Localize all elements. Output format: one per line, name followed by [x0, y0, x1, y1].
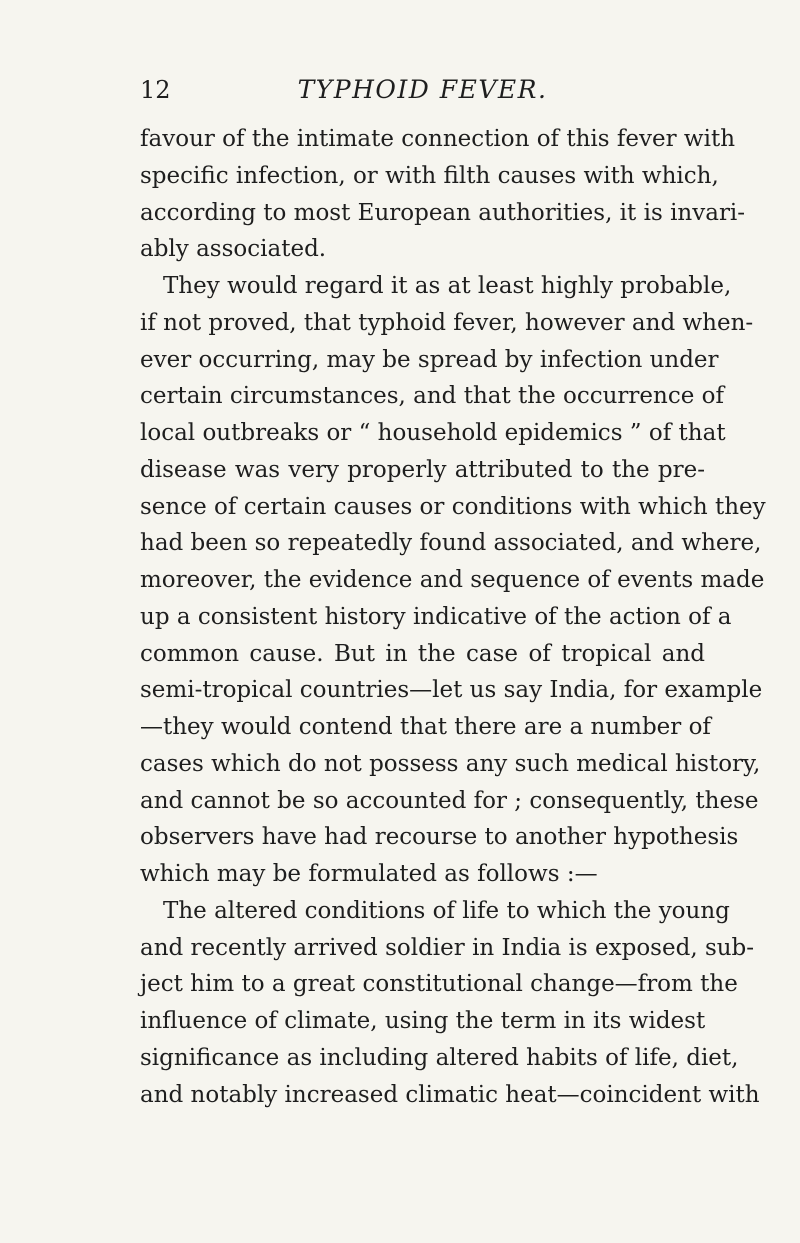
page-number: 12: [140, 76, 171, 104]
text-line: ably associated.: [140, 236, 327, 263]
text-line: sence of certain causes or conditions with which they: [140, 493, 766, 520]
body-text: [140, 121, 766, 1113]
text-line: moreover, the evidence and sequence of events made: [140, 567, 765, 593]
text-line: up a consistent history indicative of the action of a: [140, 603, 732, 630]
text-line: The altered conditions of life to which the young: [163, 897, 730, 924]
text-line: according to most European authorities, it is invari-: [140, 199, 746, 226]
page-header: [140, 72, 705, 108]
text-line: They would regard it as at least highly probable,: [163, 273, 732, 299]
text-line: influence of climate, using the term in its widest: [140, 1008, 706, 1034]
text-line: semi-tropical countries—let us say India, for example: [140, 677, 763, 704]
text-line: significance as including altered habits of life, diet,: [140, 1044, 739, 1071]
text-line: had been so repeatedly found associated, and where,: [140, 530, 762, 557]
text-line: —they would contend that there are a number of: [140, 714, 711, 740]
text-line: observers have had recourse to another hypothesis: [140, 824, 739, 851]
text-line: certain circumstances, and that the occurrence of: [140, 383, 725, 410]
text-line: favour of the intimate connection of this fever with: [140, 126, 736, 152]
running-title: TYPHOID FEVER.: [297, 75, 548, 104]
text-line: local outbreaks or “ household epidemics ” of that: [140, 420, 726, 446]
text-line: if not proved, that typhoid fever, however and when-: [140, 309, 754, 336]
text-line: which may be formulated as follows :—: [140, 861, 598, 887]
text-line: common cause. But in the case of tropical and: [140, 640, 705, 667]
text-line: and recently arrived soldier in India is exposed, sub-: [140, 934, 755, 961]
text-line: and notably increased climatic heat—coincident with: [140, 1081, 760, 1108]
text-line: specific infection, or with filth causes with which,: [140, 162, 719, 189]
text-line: cases which do not possess any such medical history,: [140, 750, 761, 777]
text-line: ever occurring, may be spread by infection under: [140, 346, 719, 373]
text-line: ject him to a great constitutional change—from the: [140, 971, 738, 998]
text-line: and cannot be so accounted for ; consequently, these: [140, 787, 759, 814]
text-line: disease was very properly attributed to the pre-: [140, 456, 705, 483]
